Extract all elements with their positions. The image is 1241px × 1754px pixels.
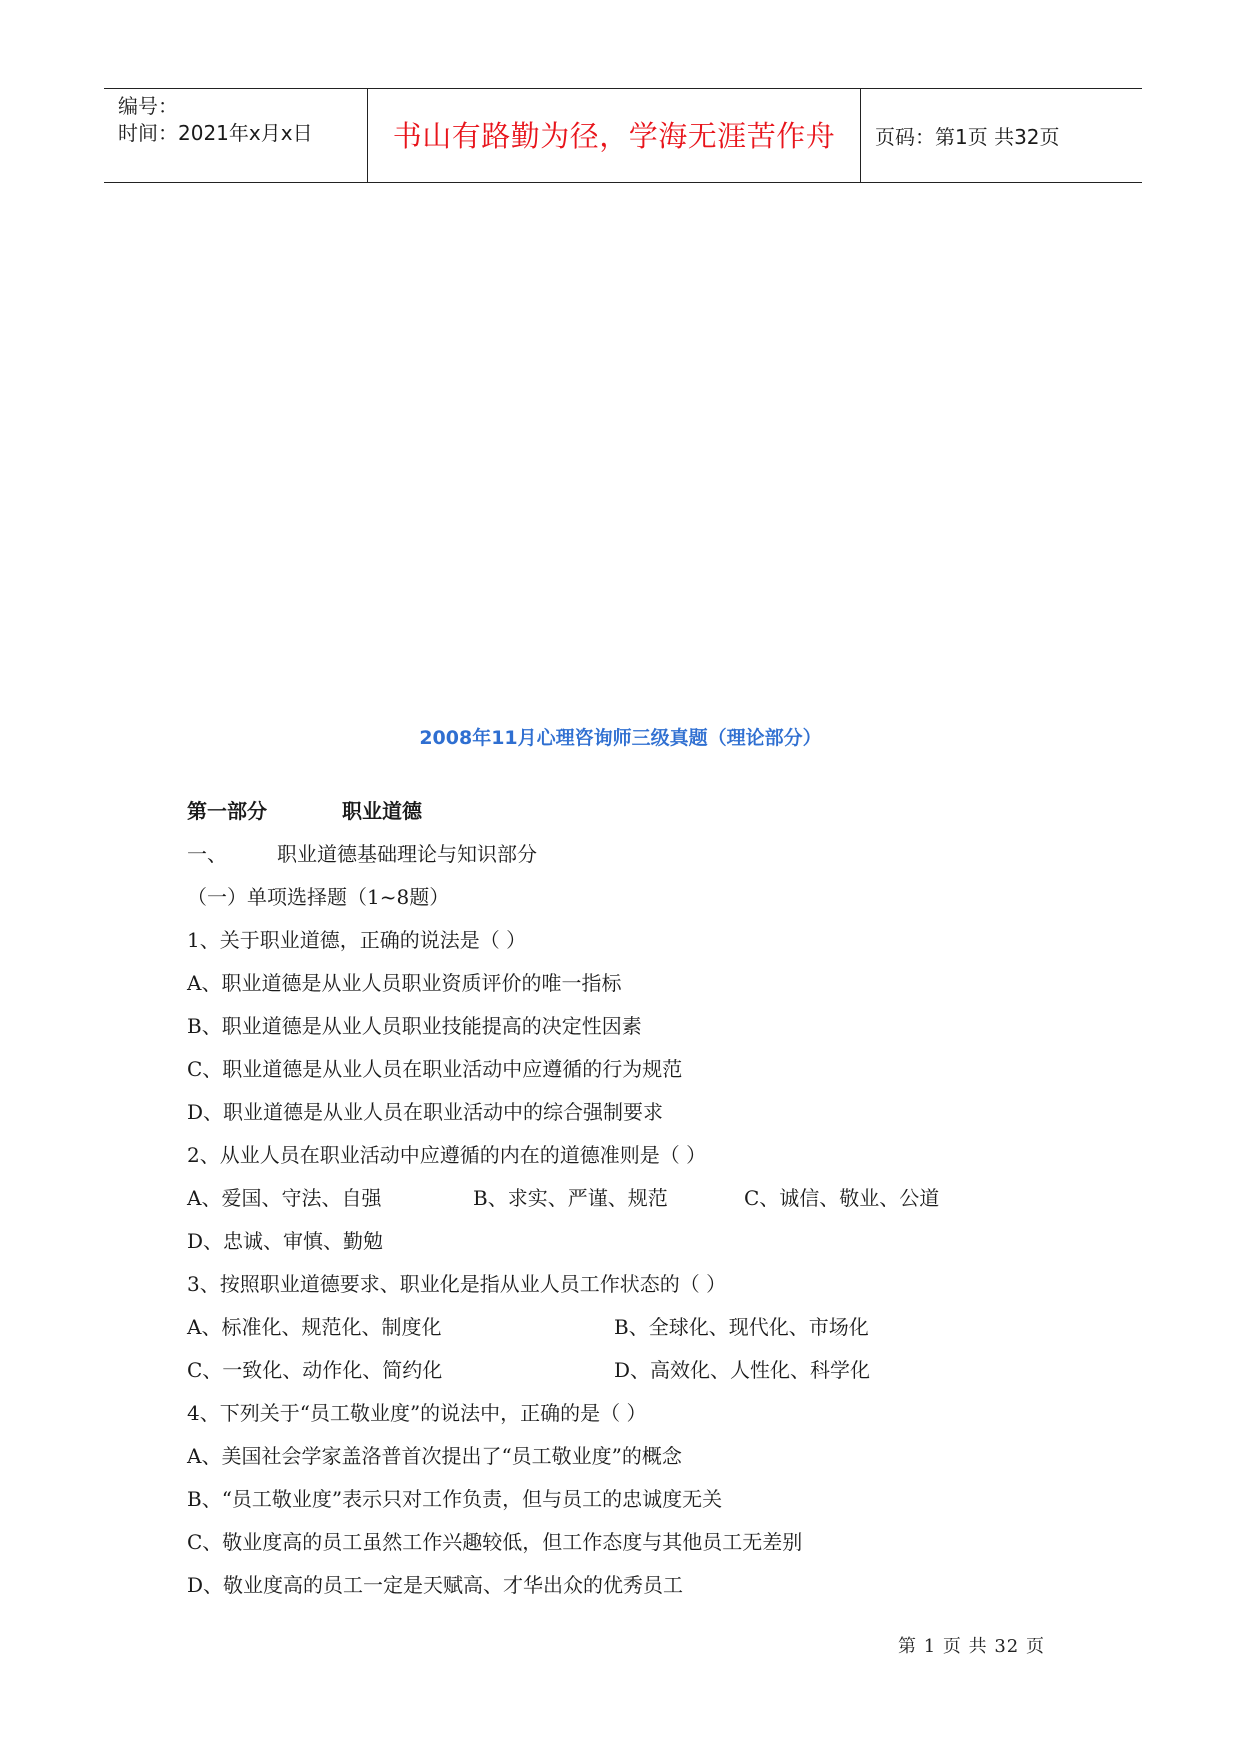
question-3-stem: 3、按照职业道德要求、职业化是指从业人员工作状态的（ ） <box>187 1272 727 1296</box>
question-3-option-d: D、高效化、人性化、科学化 <box>614 1358 871 1382</box>
question-3-option-a: A、标准化、规范化、制度化 <box>187 1315 442 1339</box>
question-1-option-a: A、职业道德是从业人员职业资质评价的唯一指标 <box>187 971 622 995</box>
question-4-stem: 4、下列关于“员工敬业度”的说法中，正确的是（ ） <box>187 1401 647 1425</box>
header-motto-cell <box>368 89 861 182</box>
subsection-heading: （一）单项选择题（1~8题） <box>187 885 450 909</box>
question-1-option-d: D、职业道德是从业人员在职业活动中的综合强制要求 <box>187 1100 664 1124</box>
question-4-option-c: C、敬业度高的员工虽然工作兴趣较低，但工作态度与其他员工无差别 <box>187 1530 803 1554</box>
question-2-options-row <box>187 1177 1087 1220</box>
header-table <box>104 88 1142 183</box>
part-heading <box>187 790 1087 833</box>
page-footer: 第 1 页 共 32 页 <box>898 1636 1045 1657</box>
question-4-option-b: B、“员工敬业度”表示只对工作负责，但与员工的忠诚度无关 <box>187 1487 723 1511</box>
document-number-label: 编号： <box>118 94 178 118</box>
question-3-option-b: B、全球化、现代化、市场化 <box>614 1315 869 1339</box>
question-2-stem: 2、从业人员在职业活动中应遵循的内在的道德准则是（ ） <box>187 1143 707 1167</box>
document-time-label: 时间：2021年x月x日 <box>118 121 313 145</box>
question-2-option-a: A、爱国、守法、自强 <box>187 1186 382 1210</box>
question-4-option-d: D、敬业度高的员工一定是天赋高、才华出众的优秀员工 <box>187 1573 684 1597</box>
header-page-cell <box>861 89 1142 182</box>
question-3-option-c: C、一致化、动作化、简约化 <box>187 1358 443 1382</box>
question-2-option-c: C、诚信、敬业、公道 <box>744 1186 940 1210</box>
question-2-option-d: D、忠诚、审慎、勤勉 <box>187 1229 384 1253</box>
question-1-option-c: C、职业道德是从业人员在职业活动中应遵循的行为规范 <box>187 1057 683 1081</box>
section-heading <box>187 833 1087 876</box>
question-3-options-row-1 <box>187 1306 1087 1349</box>
part-name: 职业道德 <box>342 799 422 823</box>
question-1-stem: 1、关于职业道德，正确的说法是（ ） <box>187 928 527 952</box>
part-label: 第一部分 <box>187 799 267 823</box>
question-1-option-b: B、职业道德是从业人员职业技能提高的决定性因素 <box>187 1014 642 1038</box>
page-number-label: 页码：第1页 共32页 <box>875 125 1060 149</box>
question-4-option-a: A、美国社会学家盖洛普首次提出了“员工敬业度”的概念 <box>187 1444 682 1468</box>
header-info-cell <box>104 89 368 182</box>
document-body <box>187 790 1087 1607</box>
document-title: 2008年11月心理咨询师三级真题（理论部分） <box>419 727 822 749</box>
question-2-option-b: B、求实、严谨、规范 <box>473 1186 668 1210</box>
section-name: 职业道德基础理论与知识部分 <box>277 842 537 866</box>
section-number: 一、 <box>187 842 227 866</box>
motto-text: 书山有路勤为径，学海无涯苦作舟 <box>392 119 836 153</box>
question-3-options-row-2 <box>187 1349 1087 1392</box>
